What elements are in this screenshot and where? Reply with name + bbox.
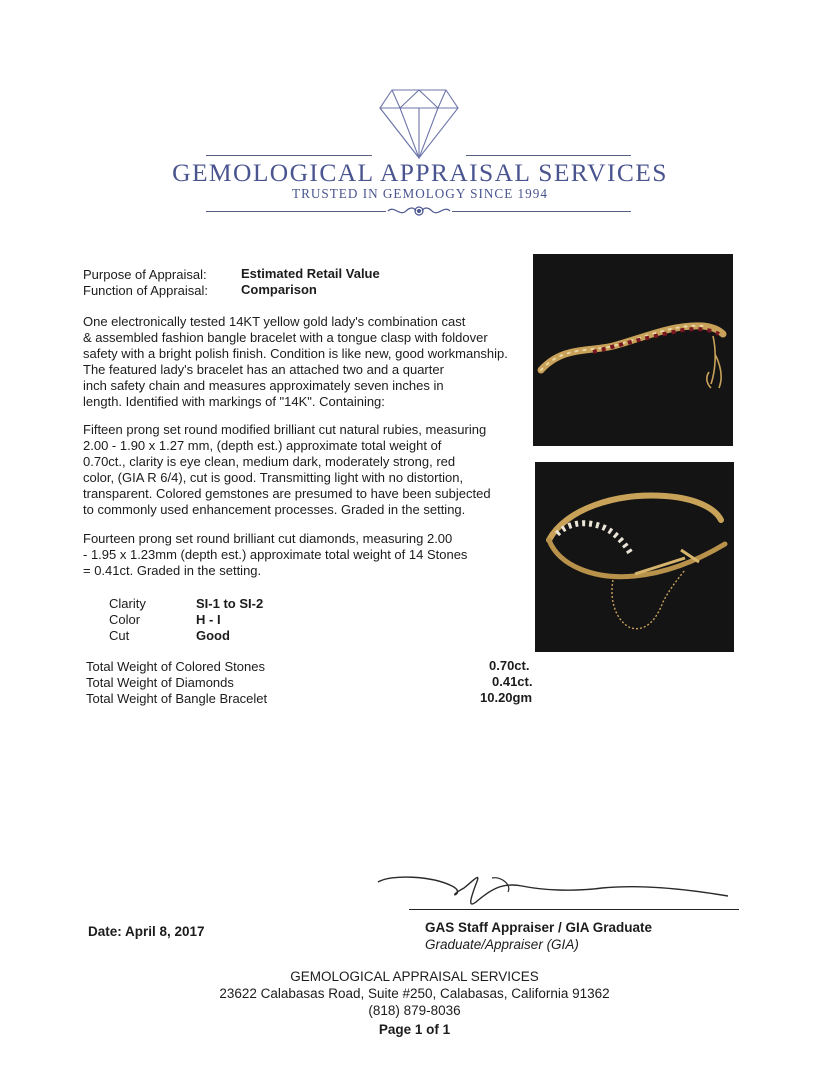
grading-label-cut: Cut [109,628,130,643]
bracelet-photo-top [533,254,733,446]
description-line: One electronically tested 14KT yellow gold lady's combination cast [83,314,466,329]
rubies-line: to commonly used enhancement processes. Graded in the setting. [83,502,466,517]
diamonds-paragraph [83,531,533,579]
footer-org: GEMOLOGICAL APPRAISAL SERVICES [290,969,539,984]
rubies-line: transparent. Colored gemstones are presumed to have been subjected [83,486,491,501]
rubies-line: 2.00 - 1.90 x 1.27 mm, (depth est.) approximate total weight of [83,438,442,453]
function-value: Comparison [241,282,317,297]
appraiser-subtitle: Graduate/Appraiser (GIA) [425,937,579,952]
grading-label-color: Color [109,612,141,627]
total-colored-value: 0.70ct. [489,658,530,673]
rubies-paragraph [83,422,533,518]
bracelet-top-image [533,254,733,446]
grading-value-cut: Good [196,628,230,643]
rubies-line: color, (GIA R 6/4), cut is good. Transmitting light with no distortion, [83,470,464,485]
total-colored-label: Total Weight of Colored Stones [86,659,265,674]
appraiser-title: GAS Staff Appraiser / GIA Graduate [425,920,653,935]
description-line: inch safety chain and measures approximately seven inches in [83,378,444,393]
description-paragraph [83,314,533,410]
footer-address: 23622 Calabasas Road, Suite #250, Calabasas, California 91362 [219,986,610,1001]
rubies-line: 0.70ct., clarity is eye clean, medium dark, moderately strong, red [83,454,456,469]
total-diamonds-value: 0.41ct. [492,674,533,689]
total-bracelet-value: 10.20gm [480,690,533,705]
diamond-logo-icon [378,88,460,160]
grading-label-clarity: Clarity [109,596,146,611]
description-line: The featured lady's bracelet has an attached two and a quarter [83,362,444,377]
grading-value-clarity: SI-1 to SI-2 [196,596,264,611]
org-tagline: TRUSTED IN GEMOLOGY SINCE 1994 [292,186,548,201]
diamonds-line: Fourteen prong set round brilliant cut diamonds, measuring 2.00 [83,531,453,546]
diamonds-line: - 1.95 x 1.23mm (depth est.) approximate total weight of 14 Stones [83,547,468,562]
header-top-rule [206,155,372,156]
function-label: Function of Appraisal: [83,283,209,298]
header-bottom-rule-left [206,211,386,212]
diamonds-line: = 0.41ct. Graded in the setting. [83,563,262,578]
purpose-label: Purpose of Appraisal: [83,267,207,282]
org-title: GEMOLOGICAL APPRAISAL SERVICES [172,158,668,187]
header-bottom-rule-right [452,211,631,212]
bracelet-bottom-image [535,462,734,652]
flourish-ornament-icon [386,203,452,219]
header-top-rule-right [466,155,631,156]
total-bracelet-label: Total Weight of Bangle Bracelet [86,691,268,706]
description-line: length. Identified with markings of "14K". Containing: [83,394,385,409]
footer-phone: (818) 879-8036 [368,1003,461,1018]
footer-page-number: Page 1 of 1 [378,1022,451,1037]
rubies-line: Fifteen prong set round modified brilliant cut natural rubies, measuring [83,422,487,437]
total-diamonds-label: Total Weight of Diamonds [86,675,234,690]
description-line: & assembled fashion bangle bracelet with a tongue clasp with foldover [83,330,488,345]
bracelet-photo-bottom [535,462,734,652]
description-line: safety with a bright polish finish. Condition is like new, good workmanship. [83,346,508,361]
signature-mark [372,862,732,912]
grading-value-color: H - I [196,612,221,627]
purpose-value: Estimated Retail Value [241,266,380,281]
appraisal-date: Date: April 8, 2017 [88,924,205,939]
signature-line [409,909,739,910]
